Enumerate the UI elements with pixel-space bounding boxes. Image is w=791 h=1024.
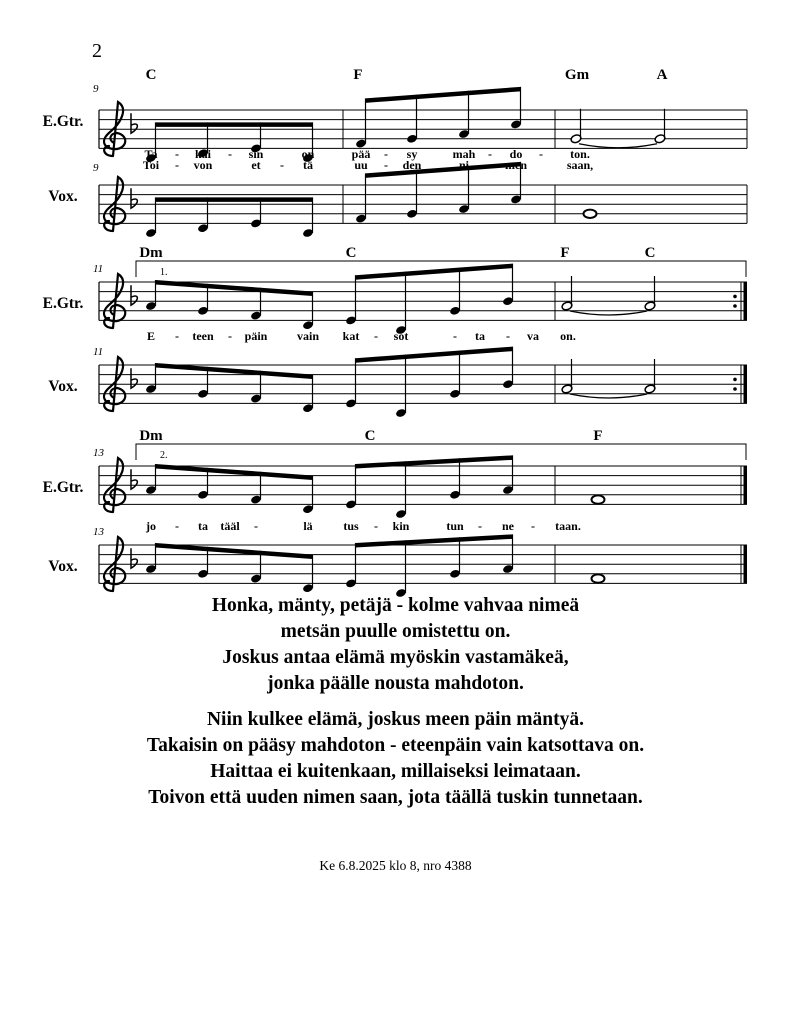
chord-symbol: C xyxy=(644,245,656,261)
poem-line: Takaisin on pääsy mahdoton - eteenpäin vain katsottava on. xyxy=(146,735,645,756)
lyric-syllable: ta xyxy=(475,329,485,343)
chord-symbol: A xyxy=(656,67,668,83)
measure-number: 9 xyxy=(93,83,99,95)
tie xyxy=(579,144,657,148)
lyric-syllable: - xyxy=(175,329,179,343)
note-beam xyxy=(356,534,513,547)
lyric-syllable: sy xyxy=(406,147,418,161)
final-barline xyxy=(744,282,748,320)
lyric-syllable: kin xyxy=(392,519,410,533)
lyric-syllable: - xyxy=(374,519,378,533)
instrument-label: E.Gtr. xyxy=(42,113,84,130)
ending-number: 1. xyxy=(160,267,168,278)
chord-symbol: F xyxy=(353,67,363,83)
page-number: 2 xyxy=(92,40,102,62)
lyric-syllable: taan. xyxy=(555,519,581,533)
instrument-label: Vox. xyxy=(48,378,78,395)
lyric-syllable: - xyxy=(488,158,492,172)
lyric-syllable: sot xyxy=(393,329,409,343)
key-flat-icon xyxy=(131,469,137,489)
note-beam xyxy=(366,87,521,103)
whole-note xyxy=(592,574,605,582)
ending-bracket xyxy=(136,444,746,460)
instrument-label: Vox. xyxy=(48,188,78,205)
lyric-syllable: tun xyxy=(446,519,464,533)
lyric-syllable: Ta xyxy=(144,147,158,161)
chord-symbol: F xyxy=(560,245,570,261)
lyric-syllable: von xyxy=(193,158,213,172)
measure-number: 13 xyxy=(93,526,104,538)
final-barline xyxy=(744,545,748,583)
lyric-syllable: - xyxy=(228,147,232,161)
chord-symbol: Dm xyxy=(139,245,163,261)
lyric-syllable: kai xyxy=(194,147,212,161)
lyric-syllable: Toi xyxy=(142,158,160,172)
lyric-syllable: do xyxy=(509,147,523,161)
key-flat-icon xyxy=(131,113,137,133)
lyric-syllable: saan, xyxy=(566,158,594,172)
note-beam xyxy=(156,197,313,202)
lyric-syllable: - xyxy=(175,519,179,533)
poem-line: Niin kulkee elämä, joskus meen päin mäntyä. xyxy=(206,709,585,730)
note-beam xyxy=(156,122,313,127)
lyric-syllable: pää xyxy=(351,147,371,161)
poem-line: Joskus antaa elämä myöskin vastamäkeä, xyxy=(222,647,569,668)
final-barline xyxy=(744,365,748,403)
lyric-syllable: - xyxy=(228,329,232,343)
poem-line: Honka, mänty, petäjä - kolme vahvaa nimeä xyxy=(211,595,580,616)
key-flat-icon xyxy=(131,285,137,305)
poem-line: Haittaa ei kuitenkaan, millaiseksi leimataan. xyxy=(210,761,581,782)
lyric-syllable: - xyxy=(175,147,179,161)
lyric-syllable: - xyxy=(539,147,543,161)
chord-symbol: F xyxy=(593,428,603,444)
repeat-dot xyxy=(733,387,737,391)
chord-symbol: Gm xyxy=(564,67,590,83)
lyric-syllable: va xyxy=(527,329,539,343)
lyric-syllable: - xyxy=(384,158,388,172)
whole-note xyxy=(592,495,605,503)
lyric-syllable: mah xyxy=(452,147,476,161)
note-beam xyxy=(366,162,521,178)
lyric-syllable: päin xyxy=(244,329,268,343)
whole-note xyxy=(584,210,597,218)
measure-number: 13 xyxy=(93,447,104,459)
instrument-label: E.Gtr. xyxy=(42,479,84,496)
poem-line: metsän puulle omistettu on. xyxy=(280,621,511,642)
note-beam xyxy=(356,455,513,468)
lyric-syllable: sin xyxy=(248,147,264,161)
repeat-dot xyxy=(733,378,737,382)
lyric-syllable: ne xyxy=(502,519,514,533)
key-flat-icon xyxy=(131,548,137,568)
lyric-syllable: - xyxy=(280,158,284,172)
measure-number: 9 xyxy=(93,162,99,174)
lyric-syllable: teen xyxy=(192,329,214,343)
tie xyxy=(570,311,647,315)
lyric-syllable: tä xyxy=(303,158,313,172)
tie xyxy=(570,394,647,398)
key-flat-icon xyxy=(131,188,137,208)
ending-number: 2. xyxy=(160,450,168,461)
lyric-syllable: - xyxy=(488,147,492,161)
chord-symbol: C xyxy=(145,67,157,83)
final-barline xyxy=(744,466,748,504)
lyric-syllable: ni xyxy=(458,158,470,172)
lyric-syllable: - xyxy=(175,158,179,172)
lyric-syllable: men xyxy=(505,158,527,172)
lyric-syllable: uu xyxy=(354,158,368,172)
poem-verse-2 xyxy=(0,707,791,811)
lyric-syllable: - xyxy=(254,519,258,533)
lyric-syllable: on xyxy=(301,147,315,161)
measure-number: 11 xyxy=(93,263,104,275)
lyric-syllable: - xyxy=(506,329,510,343)
repeat-dot xyxy=(733,304,737,308)
lyric-syllable: tus xyxy=(343,519,359,533)
measure-number: 11 xyxy=(93,346,104,358)
lyric-syllable: lä xyxy=(303,519,313,533)
key-flat-icon xyxy=(131,368,137,388)
poem-verse-1 xyxy=(0,593,791,697)
lyric-syllable: den xyxy=(402,158,422,172)
lyric-syllable: - xyxy=(453,329,457,343)
lyric-syllable: ton. xyxy=(570,147,590,161)
lyric-syllable: E xyxy=(146,329,156,343)
poem-line: jonka päälle nousta mahdoton. xyxy=(267,673,524,694)
note-beam xyxy=(356,347,513,363)
lyric-syllable: - xyxy=(384,147,388,161)
lyric-syllable: on. xyxy=(560,329,576,343)
poem-line: Toivon että uuden nimen saan, jota täällä tuskin tunnetaan. xyxy=(148,787,643,808)
chord-symbol: C xyxy=(345,245,357,261)
lyric-syllable: vain xyxy=(296,329,320,343)
lyric-syllable: tääl xyxy=(220,519,240,533)
lyric-syllable: - xyxy=(374,329,378,343)
instrument-label: E.Gtr. xyxy=(42,295,84,312)
lyric-syllable: et xyxy=(251,158,261,172)
lyric-syllable: kat xyxy=(342,329,360,343)
instrument-label: Vox. xyxy=(48,558,78,575)
lyric-syllable: ta xyxy=(198,519,208,533)
chord-symbol: C xyxy=(364,428,376,444)
note-beam xyxy=(356,264,513,280)
lyric-syllable: - xyxy=(478,519,482,533)
footer-date: Ke 6.8.2025 klo 8, nro 4388 xyxy=(319,858,472,873)
repeat-dot xyxy=(733,295,737,299)
lyric-syllable: jo xyxy=(146,519,156,533)
lyric-syllable: - xyxy=(531,519,535,533)
chord-symbol: Dm xyxy=(139,428,163,444)
